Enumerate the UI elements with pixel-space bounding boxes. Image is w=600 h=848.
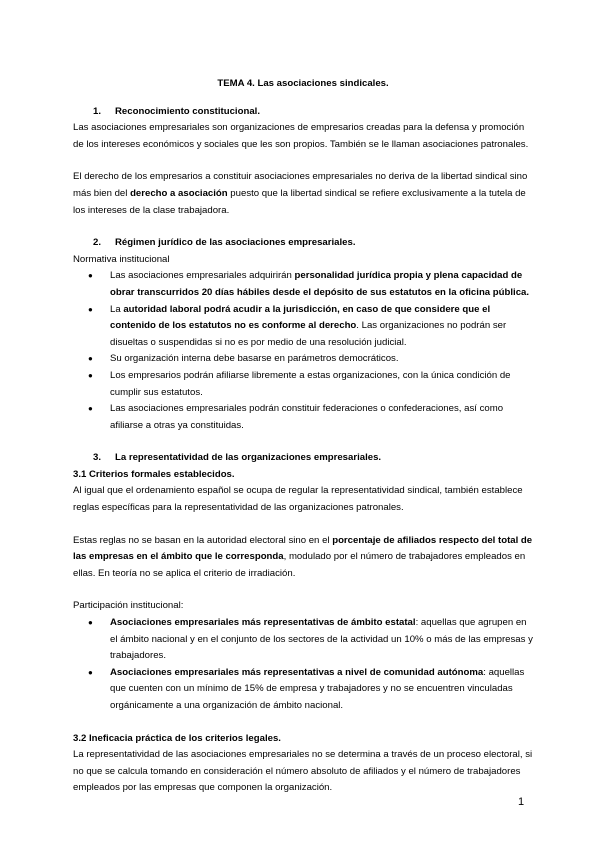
text-run: Estas reglas no se basan en la autoridad electoral sino en el [73, 534, 333, 546]
section-2-number: 2. [93, 237, 102, 249]
section-2-list [73, 268, 533, 434]
text-run: puesto que la libertad sindical se refiere exclusivamente a la tutela de los intereses de la clase trabajadora. [73, 187, 526, 216]
bold-run: personalidad jurídica propia y plena capacidad de obrar transcurridos 20 días hábiles desde el depósito de sus estatutos en la oficina pública. [110, 270, 530, 298]
section-3-paragraph-3: Participación institucional: [73, 600, 184, 612]
section-3-paragraph-4: La representatividad de las asociaciones empresariales no se determina a través de un proceso electoral, si no que se calcula tomando en consideración el número absoluto de afiliados y el número de trabajadores empleados por las empresas que componen la organización. [73, 749, 533, 794]
subsection-3-1-title: 3.1 Criterios formales establecidos. [73, 468, 235, 480]
document-title: TEMA 4. Las asociaciones sindicales. [217, 78, 389, 89]
section-1-heading [93, 104, 533, 121]
text-run: La [110, 303, 124, 315]
section-3-list [73, 615, 533, 715]
list-item [73, 302, 533, 352]
text-run: . Las organizaciones no podrán ser disueltas o suspendidas si no es por medio de una resolución judicial. [110, 320, 507, 348]
section-2-title: Régimen jurídico de las asociaciones empresariales. [115, 237, 356, 249]
section-2-heading [93, 235, 533, 252]
section-3-number: 3. [93, 452, 102, 464]
bold-run: Asociaciones empresariales más representativas a nivel de comunidad autónoma [110, 666, 484, 678]
text-run: : aquellas que agrupen en el ámbito nacional y en el conjunto de los sectores de la actividad un 10% o más de las empresas y trabajadores. [110, 617, 533, 662]
list-item: ● Los empresarios podrán afiliarse libremente a estas organizaciones, con la única condición de cumplir sus estatutos. [73, 368, 533, 401]
section-1-paragraph-2 [73, 169, 533, 219]
section-3-paragraph-1: Al igual que el ordenamiento español se ocupa de regular la representatividad sindical, también establece reglas específicas para la representatividad de las organizaciones patronales. [73, 485, 523, 514]
text-run: , modulado por el número de trabajadores empleados en ellas. En teoría no se aplica el criterio de irradiación. [73, 551, 526, 579]
bold-run: porcentaje de afiliados respecto del total de las empresas en el ámbito que le corresponda [73, 534, 533, 563]
document-body [73, 76, 533, 797]
subsection-3-2-title: 3.2 Ineficacia práctica de los criterios legales. [73, 732, 281, 744]
section-1-number: 1. [93, 105, 102, 117]
text-run: : aquellas que cuenten con un mínimo de 15% de empresa y trabajadores y no se encuentren vinculadas orgánicamente a una organización de ámbito nacional. [110, 666, 525, 711]
section-2-subtitle: Normativa institucional [73, 253, 170, 265]
text-run: El derecho de los empresarios a constituir asociaciones empresariales no deriva de la libertad sindical sino más bien del [73, 171, 528, 199]
section-1-paragraph-1: Las asociaciones empresariales son organizaciones de empresarios creadas para la defensa y promoción de los intereses económicos y sociales que les son propios. También se le llaman asociaciones patronales. [73, 122, 529, 150]
section-3-title: La representatividad de las organizaciones empresariales. [115, 452, 382, 464]
bold-run: autoridad laboral podrá acudir a la jurisdicción, en caso de que considere que el contenido de los estatutos no es conforme al derecho [110, 303, 491, 332]
section-3-heading [93, 450, 533, 467]
list-item: ● Su organización interna debe basarse en parámetros democráticos. [73, 351, 533, 368]
page-number: 1 [518, 796, 525, 808]
section-1-title: Reconocimiento constitucional. [115, 105, 260, 117]
list-item [73, 268, 533, 301]
list-item [73, 615, 533, 665]
list-item: ● Las asociaciones empresariales podrán constituir federaciones o confederaciones, así como afiliarse a otras ya constituidas. [73, 401, 533, 434]
bold-run: derecho a asociación [130, 187, 228, 199]
section-3-paragraph-2 [73, 533, 533, 583]
bold-run: Asociaciones empresariales más representativas de ámbito estatal [110, 617, 416, 629]
list-item [73, 665, 533, 715]
text-run: Las asociaciones empresariales adquirirán [110, 270, 295, 282]
